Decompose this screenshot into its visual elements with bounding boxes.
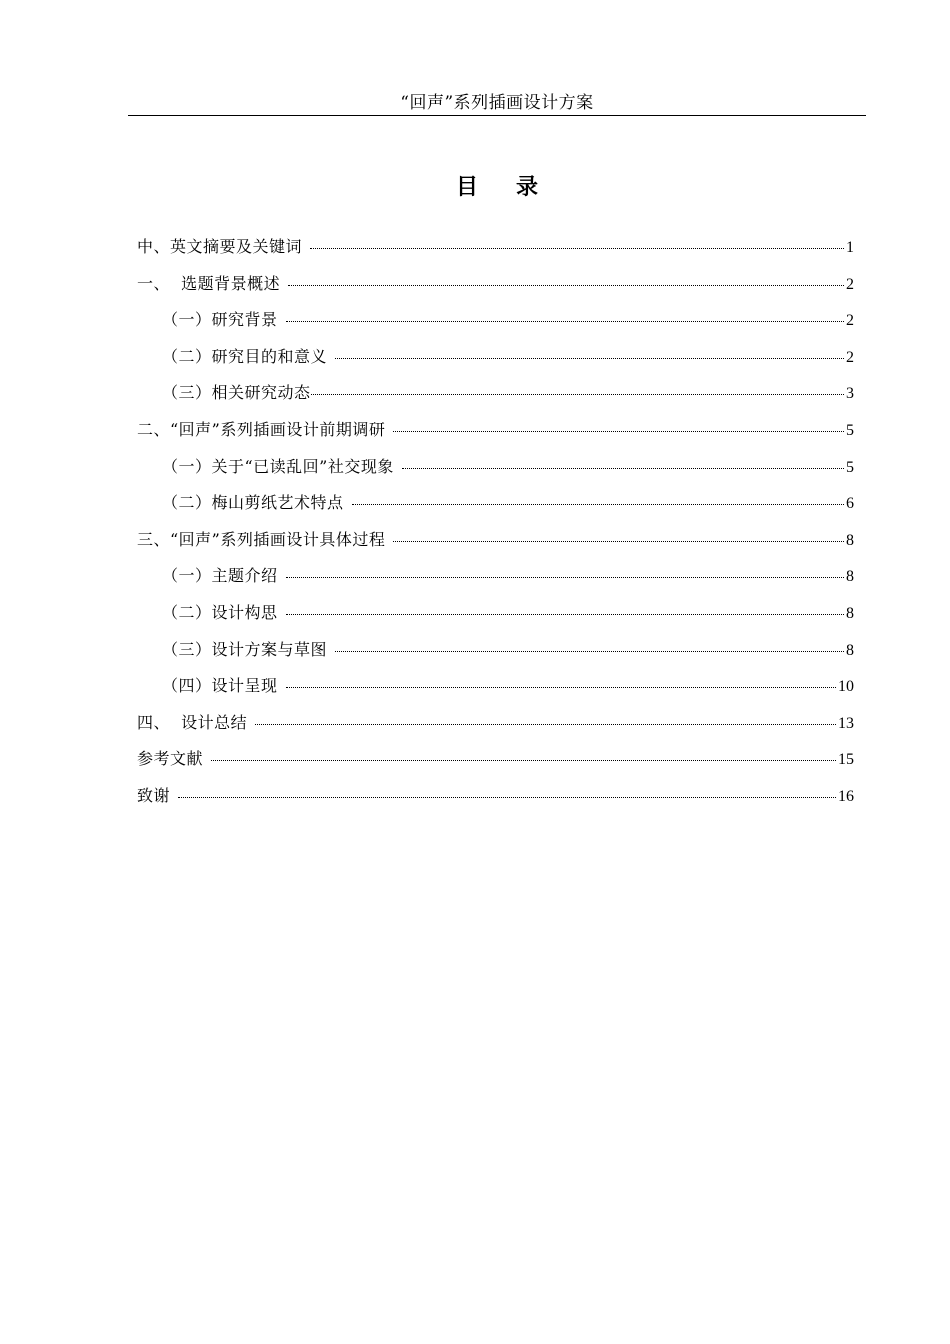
toc-dot-leader <box>255 724 836 725</box>
toc-entry-text: 中、英文摘要及关键词 <box>137 237 303 256</box>
toc-entry-section-1[interactable] <box>137 273 854 310</box>
toc-dot-leader <box>310 248 844 249</box>
toc-entry-text: （一）研究背景 <box>162 310 278 330</box>
toc-dot-leader <box>286 614 844 615</box>
toc-dot-leader <box>178 797 836 798</box>
toc-entry-text: （三）相关研究动态 <box>162 383 311 403</box>
toc-entry-section-3-2[interactable] <box>137 602 854 639</box>
toc-entry-text: 三、“回声”系列插画设计具体过程 <box>137 529 386 549</box>
toc-entry-references[interactable] <box>137 748 854 785</box>
toc-dot-leader <box>335 651 844 652</box>
toc-entry-text: （二）研究目的和意义 <box>162 346 328 366</box>
toc-entry-acknowledgements[interactable] <box>137 785 854 822</box>
toc-entry-text: 四、 设计总结 <box>137 712 248 732</box>
running-header: “回声”系列插画设计方案 <box>400 93 594 113</box>
toc-entry-text: 二、“回声”系列插画设计前期调研 <box>137 419 386 439</box>
toc-entry-section-1-1[interactable] <box>137 309 854 346</box>
toc-dot-leader <box>286 687 836 688</box>
toc-entry-page: 1 <box>846 239 854 256</box>
toc-entry-text: 一、 选题背景概述 <box>137 273 281 293</box>
toc-dot-leader <box>335 358 844 359</box>
toc-dot-leader <box>393 541 844 542</box>
toc-dot-leader <box>211 760 836 761</box>
toc-entry-text: （三）设计方案与草图 <box>162 639 328 659</box>
toc-entry-abstract[interactable] <box>137 236 854 273</box>
header-rule <box>128 115 866 116</box>
toc-entry-text: （四）设计呈现 <box>162 676 278 696</box>
toc-entry-text: （一）关于“已读乱回”社交现象 <box>162 456 394 476</box>
toc-entry-page: 2 <box>846 275 854 293</box>
toc-entry-page: 10 <box>838 678 854 696</box>
toc-entry-section-3[interactable] <box>137 529 854 566</box>
toc-entry-text: （一）主题介绍 <box>162 566 278 586</box>
toc-entry-section-3-3[interactable] <box>137 639 854 676</box>
toc-entry-page: 2 <box>846 348 854 366</box>
toc-dot-leader <box>286 577 844 578</box>
toc-title: 目录 <box>455 175 576 200</box>
toc-entry-section-2-1[interactable] <box>137 456 854 493</box>
toc-entry-page: 3 <box>846 385 854 403</box>
toc-list <box>137 236 854 822</box>
toc-entry-text: 致谢 <box>137 785 171 805</box>
toc-dot-leader <box>286 321 844 322</box>
toc-entry-page: 6 <box>846 495 854 513</box>
toc-entry-page: 16 <box>838 787 854 805</box>
toc-dot-leader <box>288 285 844 286</box>
toc-entry-section-1-3[interactable] <box>137 382 854 419</box>
toc-entry-section-3-1[interactable] <box>137 565 854 602</box>
toc-entry-section-2[interactable] <box>137 419 854 456</box>
toc-entry-text: （二）梅山剪纸艺术特点 <box>162 493 344 513</box>
toc-entry-section-2-2[interactable] <box>137 492 854 529</box>
toc-entry-page: 8 <box>846 604 854 622</box>
toc-entry-section-4[interactable] <box>137 712 854 749</box>
toc-dot-leader <box>393 431 844 432</box>
toc-entry-page: 8 <box>846 531 854 549</box>
toc-entry-text: 参考文献 <box>137 749 204 769</box>
toc-dot-leader <box>311 394 844 395</box>
toc-entry-page: 2 <box>846 312 854 330</box>
toc-dot-leader <box>402 468 844 469</box>
toc-entry-section-3-4[interactable] <box>137 675 854 712</box>
toc-entry-page: 13 <box>838 714 854 732</box>
toc-dot-leader <box>352 504 844 505</box>
toc-entry-section-1-2[interactable] <box>137 346 854 383</box>
toc-entry-page: 8 <box>846 568 854 586</box>
toc-entry-text: （二）设计构思 <box>162 602 278 622</box>
toc-entry-page: 8 <box>846 641 854 659</box>
toc-entry-page: 15 <box>838 751 854 769</box>
toc-entry-page: 5 <box>846 458 854 476</box>
toc-entry-page: 5 <box>846 421 854 439</box>
